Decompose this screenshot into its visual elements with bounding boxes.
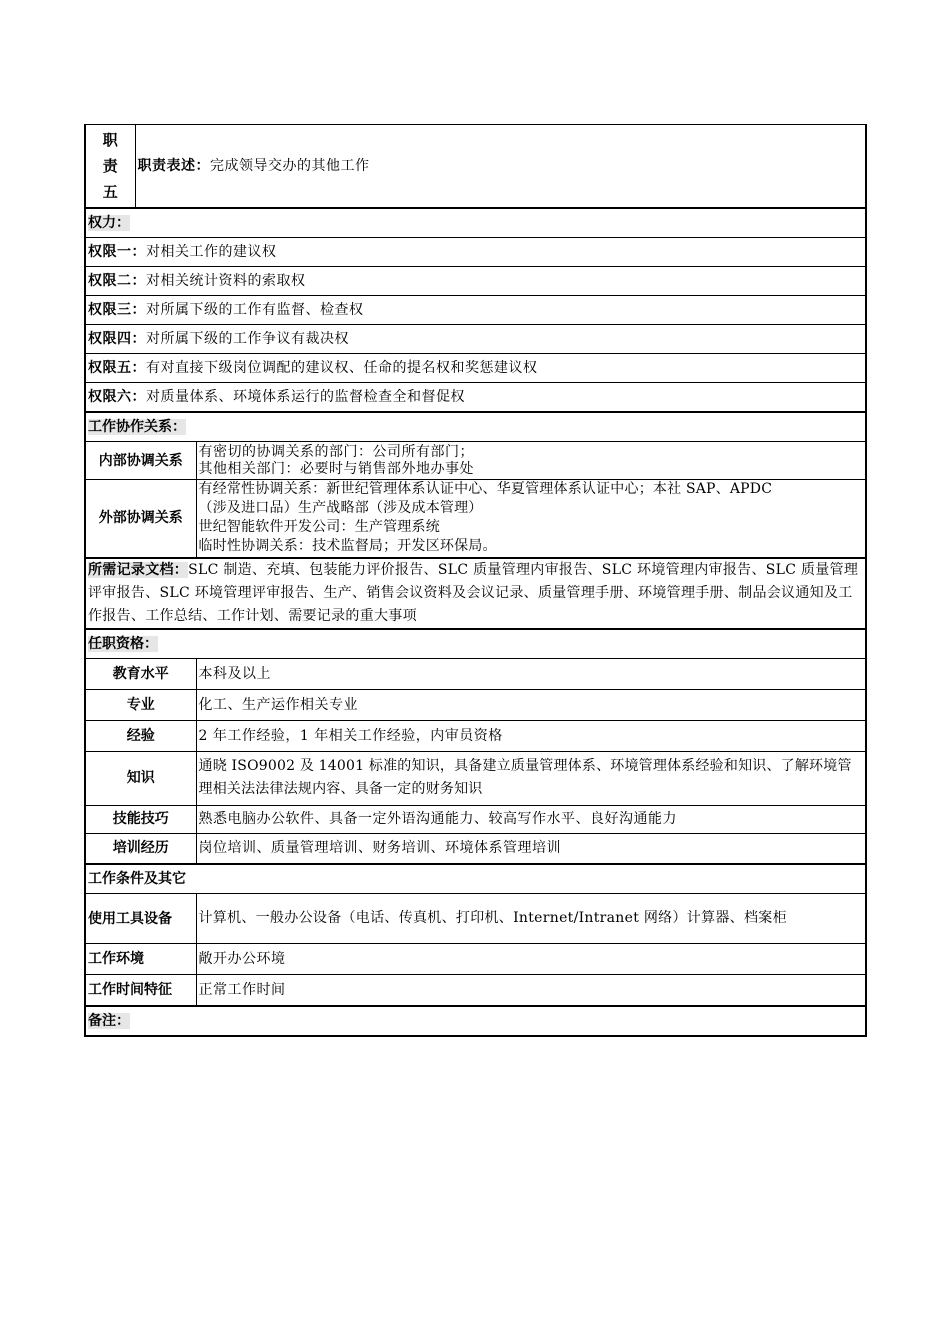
external-relations-content: [196, 480, 866, 558]
condition-label: 使用工具设备: [85, 894, 196, 944]
internal-relations-line: 其他相关部门：必要时与销售部外地办事处: [198, 460, 474, 477]
records-label: 所需记录文档：: [88, 561, 189, 578]
condition-text: 计算机、一般办公设备（电话、传真机、打印机、Internet/Intranet 网络）计算器、档案柜: [196, 894, 866, 944]
external-relations-line: 临时性协调关系：技术监督局；开发区环保局。: [198, 538, 497, 555]
authority-item-label: 权限三：: [88, 302, 146, 318]
qualification-text: 本科及以上: [196, 658, 866, 689]
qualification-label: 教育水平: [85, 658, 196, 689]
authority-header-row: [85, 208, 866, 238]
qualification-label: 经验: [85, 720, 196, 751]
authority-item-1: [85, 238, 866, 267]
qualification-label: 专业: [85, 689, 196, 720]
condition-label: 工作时间特征: [85, 975, 196, 1006]
conditions-header-row: [85, 864, 866, 894]
authority-item-text: 对所属下级的工作有监督、检查权: [146, 302, 364, 318]
conditions-header-label: 工作条件及其它: [88, 871, 186, 887]
internal-relations-line: 有密切的协调关系的部门：公司所有部门；: [198, 443, 474, 460]
authority-item-3: [85, 296, 866, 325]
external-relations-line: （涉及进口品）生产战略部（涉及成本管理）: [198, 500, 483, 517]
duty5-char-2: 责: [102, 157, 118, 175]
records-text: SLC 制造、充填、包装能力评价报告、SLC 质量管理内审报告、SLC 环境管理内审报告、SLC 质量管理评审报告、SLC 环境管理评审报告、生产、销售会议资料及会议记录、质量管理手册、环境管理手册、制品会议通知及工作报告、工作总结、工作计划、需要记录的重大事项: [88, 561, 859, 624]
internal-relations-content: [196, 442, 866, 480]
qualification-text: 熟悉电脑办公软件、具备一定外语沟通能力、较高写作水平、良好沟通能力: [196, 805, 866, 833]
qualification-row: [85, 751, 866, 805]
authority-item-label: 权限四：: [88, 331, 146, 347]
condition-row: [85, 975, 866, 1006]
qualification-row: [85, 833, 866, 864]
duty5-char-3: 五: [102, 183, 118, 201]
qualification-row: [85, 805, 866, 833]
qualification-text: 通晓 ISO9002 及 14001 标准的知识，具备建立质量管理体系、环境管理体系经验和知识、了解环境管理相关法法律法规内容、具备一定的财务知识: [196, 751, 866, 805]
authority-item-text: 对质量体系、环境体系运行的监督检查全和督促权: [146, 389, 465, 405]
qualification-label: 技能技巧: [85, 805, 196, 833]
authority-row: [85, 238, 866, 267]
authority-row: [85, 383, 866, 413]
authority-item-label: 权限六：: [88, 389, 146, 405]
authority-item-text: 有对直接下级岗位调配的建议权、任命的提名权和奖惩建议权: [146, 360, 538, 376]
condition-row: [85, 944, 866, 975]
authority-item-label: 权限五：: [88, 360, 146, 376]
duty5-desc-text: 完成领导交办的其他工作: [210, 158, 370, 174]
authority-item-5: [85, 354, 866, 383]
duty5-char-1: 职: [102, 131, 118, 149]
condition-label: 工作环境: [85, 944, 196, 975]
qualification-text: 2 年工作经验，1 年相关工作经验，内审员资格: [196, 720, 866, 751]
authority-item-text: 对所属下级的工作争议有裁决权: [146, 331, 349, 347]
authority-item-label: 权限一：: [88, 244, 146, 260]
condition-text: 敞开办公环境: [196, 944, 866, 975]
condition-row: [85, 894, 866, 944]
authority-item-text: 对相关工作的建议权: [146, 244, 277, 260]
authority-item-text: 对相关统计资料的索取权: [146, 273, 306, 289]
job-description-table: [84, 124, 865, 1037]
qualification-label: 知识: [85, 751, 196, 805]
external-relations-row: [85, 480, 866, 558]
authority-item-6: [85, 383, 866, 413]
authority-item-2: [85, 267, 866, 296]
duty5-row: [85, 125, 866, 209]
authority-header: [85, 208, 866, 238]
qualification-row: [85, 658, 866, 689]
authority-row: [85, 354, 866, 383]
notes-row: [85, 1006, 866, 1036]
duty5-vertical-label: [85, 125, 135, 209]
authority-header-label: 权力：: [88, 215, 130, 231]
external-relations-line: 有经常性协调关系：新世纪管理体系认证中心、华夏管理体系认证中心；本社 SAP、APDC: [198, 481, 773, 498]
conditions-header: [85, 864, 866, 894]
duty5-desc-label: 职责表述：: [137, 158, 210, 174]
records-row: [85, 558, 866, 629]
qualifications-header-row: [85, 629, 866, 659]
qualification-label: 培训经历: [85, 833, 196, 864]
authority-row: [85, 325, 866, 354]
relations-header-label: 工作协作关系：: [88, 419, 186, 435]
authority-row: [85, 296, 866, 325]
authority-item-4: [85, 325, 866, 354]
qualifications-header: [85, 629, 866, 659]
relations-header: [85, 412, 866, 442]
condition-text: 正常工作时间: [196, 975, 866, 1006]
qualification-text: 岗位培训、质量管理培训、财务培训、环境体系管理培训: [196, 833, 866, 864]
records-cell: [85, 558, 866, 629]
qualification-row: [85, 689, 866, 720]
internal-relations-row: [85, 442, 866, 480]
notes-label: 备注：: [88, 1012, 130, 1029]
authority-row: [85, 267, 866, 296]
external-relations-line: 世纪智能软件开发公司：生产管理系统: [198, 519, 440, 536]
relations-header-row: [85, 412, 866, 442]
notes-cell: [85, 1006, 866, 1036]
qualification-text: 化工、生产运作相关专业: [196, 689, 866, 720]
qualifications-header-label: 任职资格：: [88, 635, 158, 652]
internal-relations-label: 内部协调关系: [85, 442, 196, 480]
external-relations-label: 外部协调关系: [85, 480, 196, 558]
duty5-description: [135, 125, 866, 209]
authority-item-label: 权限二：: [88, 273, 146, 289]
qualification-row: [85, 720, 866, 751]
